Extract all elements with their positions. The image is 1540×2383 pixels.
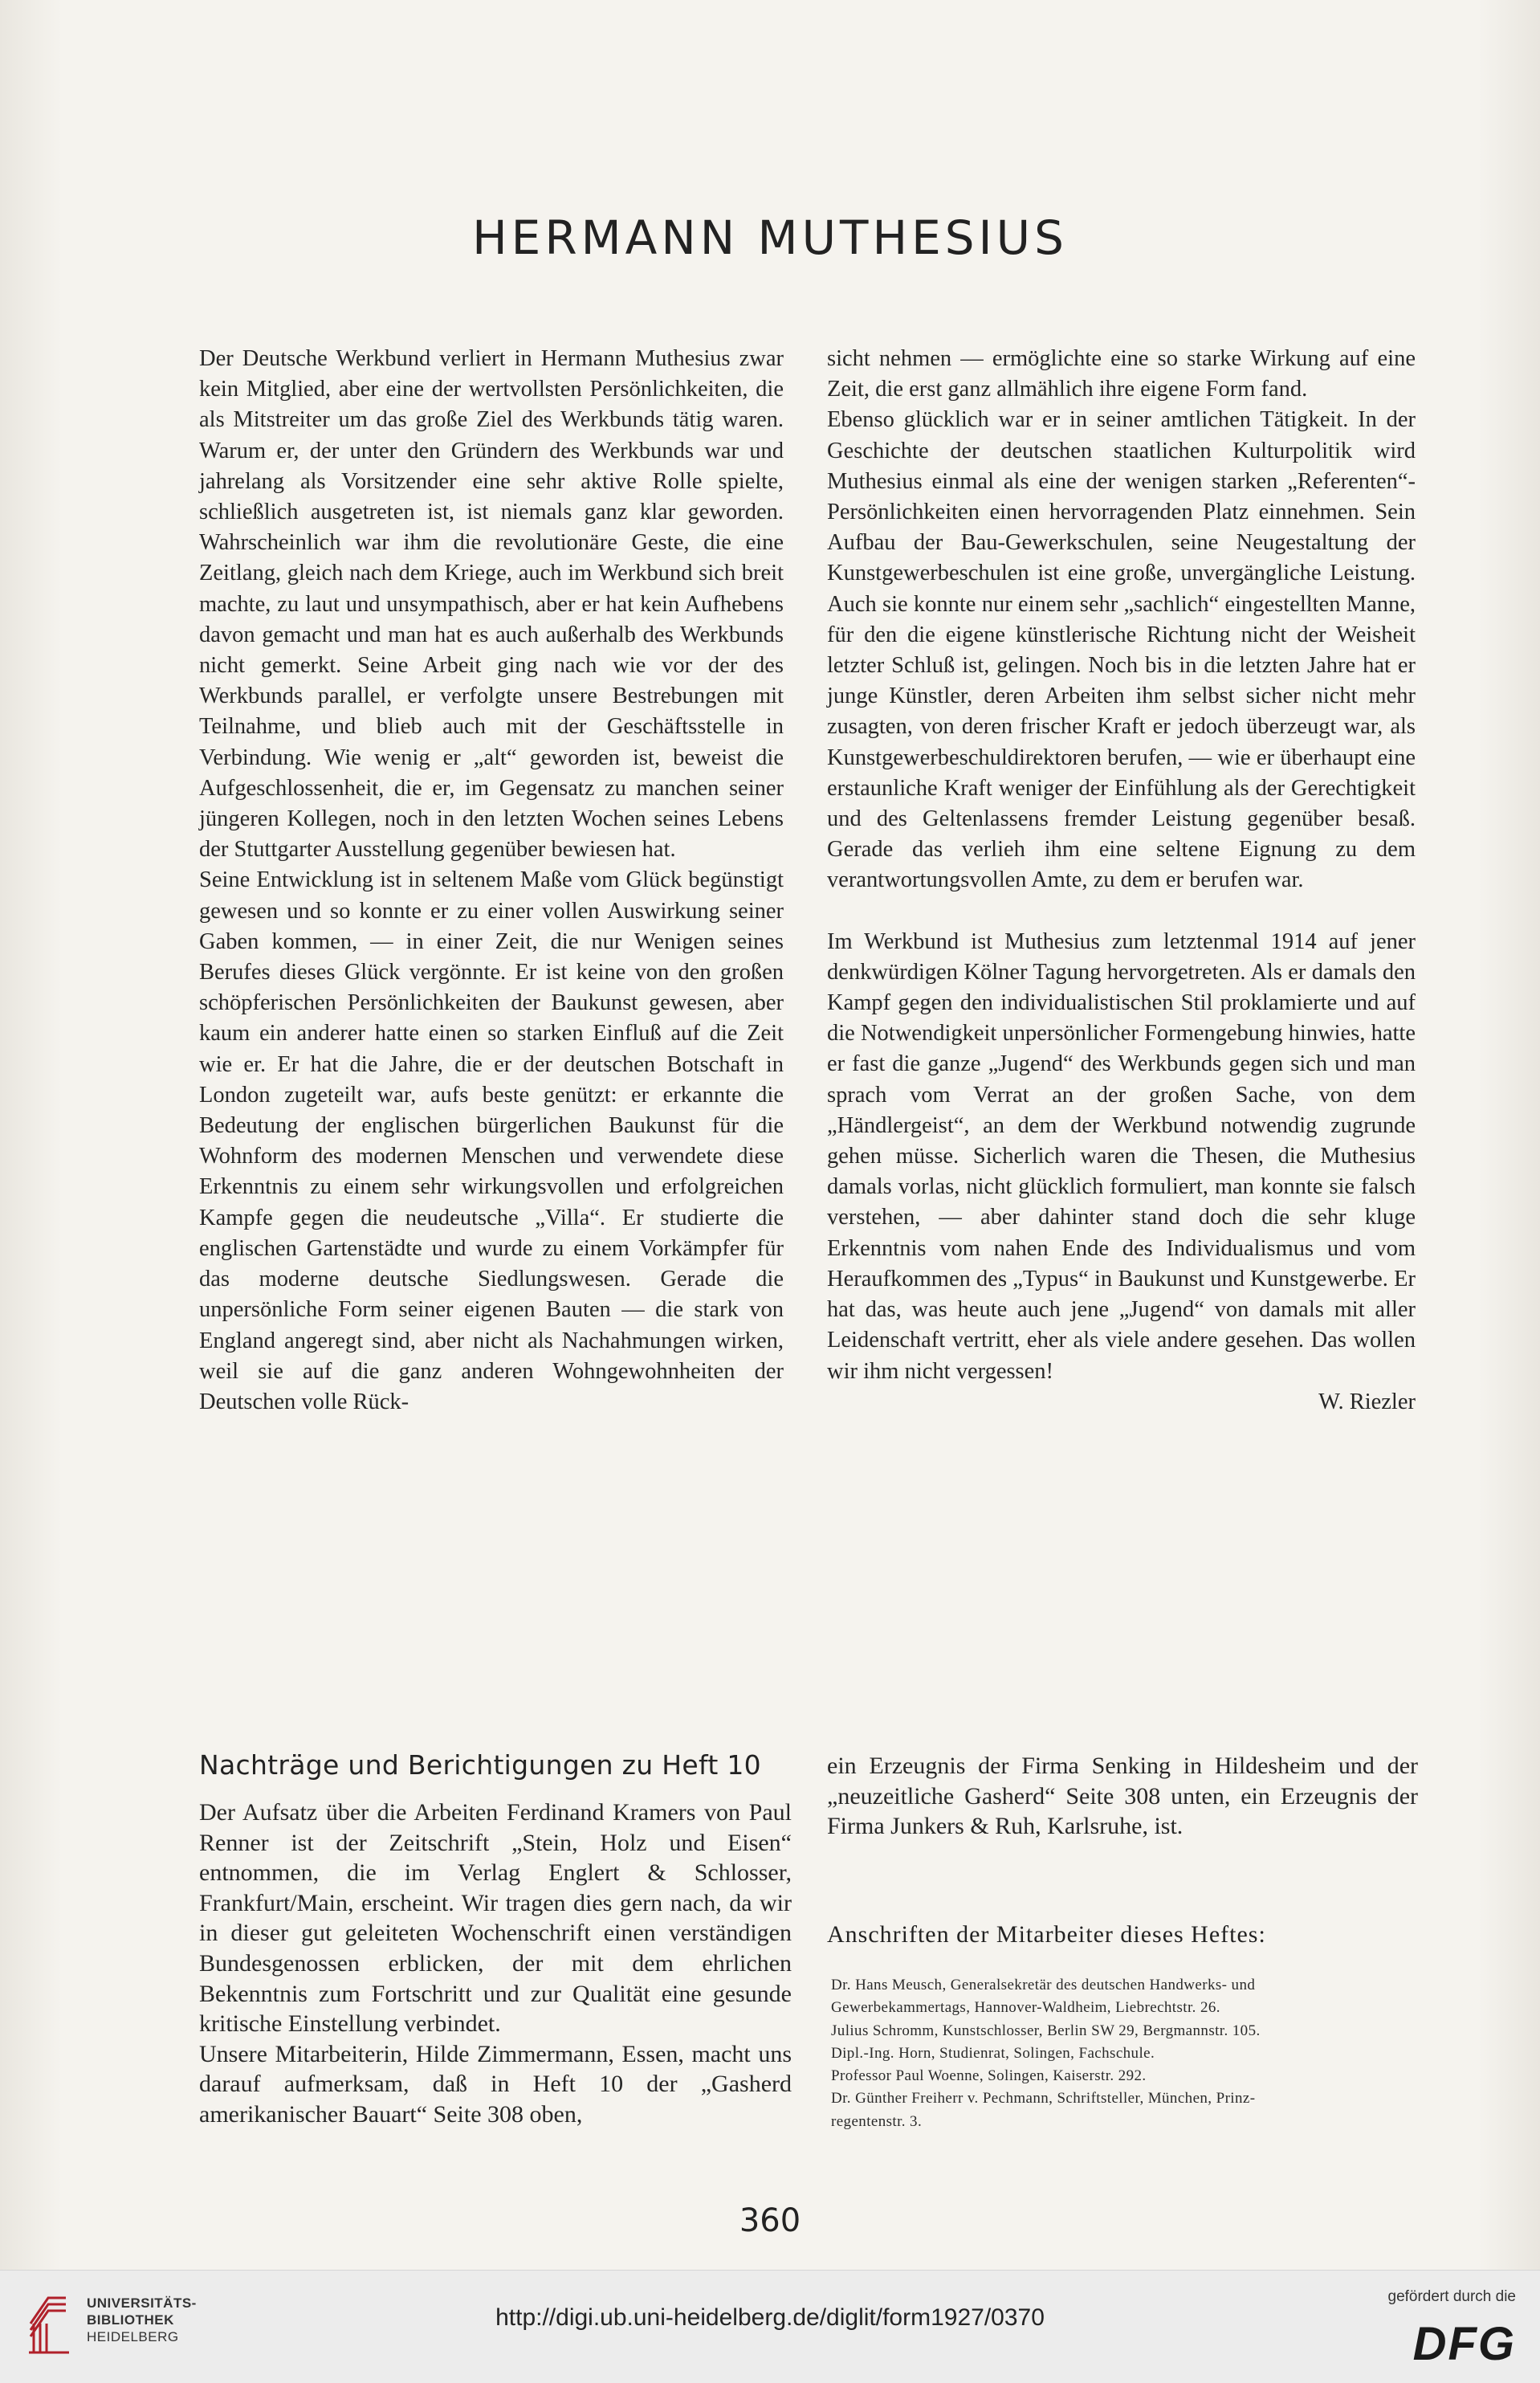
author-signature: W. Riezler xyxy=(1318,1389,1416,1414)
library-name-line: HEIDELBERG xyxy=(87,2329,179,2344)
contributors-list xyxy=(831,1974,1425,2133)
funding-caption: gefördert durch die xyxy=(1387,2288,1516,2305)
library-name-line: BIBLIOTHEK xyxy=(87,2312,174,2328)
contributor-line: Dipl.-Ing. Horn, Studienrat, Solingen, Fachschule. xyxy=(831,2044,1155,2062)
notes-paragraph: Der Aufsatz über die Arbeiten Ferdinand Kramers von Paul Renner ist der Zeitschrift „Stein, Holz und Eisen“ entnommen, die im Verlag Englert & Schlosser, Frankfurt/Main, erscheint. Wir tragen dies gern nach, da wir in dieser gut geleiteten Wochenschrift einen verständigen Bundesgenossen erblicken, der mit dem ehrlichen Bekenntnis zum Fortschritt und zur Qualität eine gesunde kritische Einstellung verbindet. xyxy=(199,1799,792,2038)
source-url-link[interactable]: http://digi.ub.uni-heidelberg.de/diglit/form1927/0370 xyxy=(495,2304,1045,2331)
contributor-line: Gewerbekammertags, Hannover-Waldheim, Liebrechtstr. 26. xyxy=(831,1999,1220,2017)
footer-bar xyxy=(0,2270,1540,2383)
contributors-heading: Anschriften der Mitarbeiter dieses Heftes: xyxy=(827,1921,1266,1948)
section-divider xyxy=(199,1723,1416,1724)
article-paragraph: Im Werkbund ist Muthesius zum letztenmal 1914 auf jener denkwürdigen Kölner Tagung hervorgetreten. Als er damals den Kampf gegen den individualistischen Stil proklamierte und auf die Notwendigkeit unpersönlicher Formengebung hinwies, hatte er fast die ganze „Jugend“ des Werkbunds gegen sich und man sprach vom Verrat an der großen Sache, von dem „Händlergeist“, an dem der Werkbund notwendig zugrunde gehen müsse. Sicherlich waren die Thesen, die Muthesius damals vorlas, nicht glücklich formuliert, man konnte sie falsch verstehen, — aber dahinter stand doch die sehr kluge Erkenntnis vom nahen Ende des Individualismus und vom Heraufkommen des „Typus“ in Baukunst und Kunstgewerbe. Er hat das, was heute auch jene „Jugend“ von damals mit aller Leidenschaft vertritt, eher als viele andere gesehen. Das wollen wir ihm nicht vergessen! xyxy=(827,928,1416,1384)
contributor-line: regentenstr. 3. xyxy=(831,2112,923,2130)
notes-heading: Nachträge und Berichtigungen zu Heft 10 xyxy=(199,1749,761,1781)
contributor-line: Dr. Hans Meusch, Generalsekretär des deutschen Handwerks- und xyxy=(831,1977,1256,1993)
article-paragraph: sicht nehmen — ermöglichte eine so starke Wirkung auf eine Zeit, die erst ganz allmählich ihre eigene Form fand. xyxy=(827,346,1416,402)
article-paragraph: Seine Entwicklung ist in seltenem Maße vom Glück begünstigt gewesen und so konnte er zu einer vollen Auswirkung seiner Gaben kommen, — in einer Zeit, die nur Wenigen seines Berufes dieses Glück vergönnte. Er ist keine von den großen schöpferischen Persönlichkeiten der Baukunst gewesen, aber kaum ein anderer hatte einen so starken Einfluß auf die Zeit wie er. Er hat die Jahre, die er der deutschen Botschaft in London zugeteilt war, aufs beste genützt: er erkannte die Bedeutung der englischen bürgerlichen Baukunst für die Wohnform des modernen Menschen und verwendete diese Erkenntnis zu einem sehr wirkungsvollen und erfolgreichen Kampfe gegen die neudeutsche „Villa“. Er studierte die englischen Gartenstädte und wurde zu einem Vorkämpfer für das moderne deutsche Siedlungswesen. Gerade die unpersönliche Form seiner eigenen Bauten — die stark von England angeregt sind, aber nicht als Nachahmungen wirken, weil sie auf die ganz anderen Wohngewohnheiten der Deutschen volle Rück- xyxy=(199,867,784,1414)
notes-body xyxy=(199,1797,792,2130)
dfg-logo[interactable]: DFG xyxy=(1412,2318,1516,2370)
article-paragraph: Ebenso glücklich war er in seiner amtlichen Tätigkeit. In der Geschichte der deutschen staatlichen Kulturpolitik wird Muthesius einmal als eine der wenigen starken „Referenten“-Persönlichkeiten einen hervorragenden Platz einnehmen. Sein Aufbau der Bau-Gewerkschulen, seine Neugestaltung der Kunstgewerbeschulen ist eine große, unvergängliche Leistung. Auch sie konnte nur einem sehr „sachlich“ eingestellten Manne, für den die eigene künstlerische Richtung nicht der Weisheit letzter Schluß ist, gelingen. Noch bis in die letzten Jahre hat er junge Künstler, deren Arbeiten ihm selbst sicher nicht mehr zusagten, von deren frischer Kraft er jedoch überzeugt war, als Kunstgewerbeschuldirektoren berufen, — wie er überhaupt eine erstaunliche Kraft weniger der Einfühlung als der Gerechtigkeit und des Geltenlassens fremder Leistung gegenüber besaß. Gerade das verlieh ihm eine seltene Eignung zu dem verantwortungsvollen Amte, zu dem er berufen war. xyxy=(827,407,1416,893)
article-column-left xyxy=(199,344,784,1418)
article-column-right xyxy=(827,344,1416,1418)
article-title: HERMANN MUTHESIUS xyxy=(472,210,1068,265)
page-number: 360 xyxy=(739,2202,801,2239)
contributor-line: Professor Paul Woenne, Solingen, Kaiserstr. 292. xyxy=(831,2067,1147,2085)
article-paragraph: Der Deutsche Werkbund verliert in Hermann Muthesius zwar kein Mitglied, aber eine der wertvollsten Persönlichkeiten, die als Mitstreiter um das große Ziel des Werkbunds tätig waren. Warum er, der unter den Gründern des Werkbunds war und jahrelang als Vorsitzender eine sehr aktive Rolle spielte, schließlich ausgetreten ist, ist niemals ganz klar geworden. Wahrscheinlich war ihm die revolutionäre Geste, die eine Zeitlang, gleich nach dem Kriege, auch im Werkbund sich breit machte, zu laut und unsympathisch, aber er hat kein Aufhebens davon gemacht und man hat es auch außerhalb des Werkbunds nicht gemerkt. Seine Arbeit ging nach wie vor der des Werkbunds parallel, er verfolgte unsere Bestrebungen mit Teilnahme, und blieb auch mit der Geschäftsstelle in Verbindung. Wie wenig er „alt“ geworden ist, beweist die Aufgeschlossenheit, die er, im Gegensatz zu manchen seiner jüngeren Kollegen, noch in den letzten Wochen seines Lebens der Stuttgarter Ausstellung gegenüber bewiesen hat. xyxy=(199,346,784,863)
contributor-line: Julius Schromm, Kunstschlosser, Berlin SW 29, Bergmannstr. 105. xyxy=(831,2022,1261,2039)
library-name-line: UNIVERSITÄTS- xyxy=(87,2295,197,2311)
contributor-line: Dr. Günther Freiherr v. Pechmann, Schriftsteller, München, Prinz- xyxy=(831,2090,1256,2108)
notes-paragraph: Unsere Mitarbeiterin, Hilde Zimmermann, Essen, macht uns darauf aufmerksam, daß in Heft 10 der „Gasherd amerikanischer Bauart“ Seite 308 oben, xyxy=(199,2040,792,2128)
notes-continuation: ein Erzeugnis der Firma Senking in Hildesheim und der „neuzeitliche Gasherd“ Seite 308 unten, ein Erzeugnis der Firma Junkers & Ruh, Karlsruhe, ist. xyxy=(827,1753,1418,1840)
